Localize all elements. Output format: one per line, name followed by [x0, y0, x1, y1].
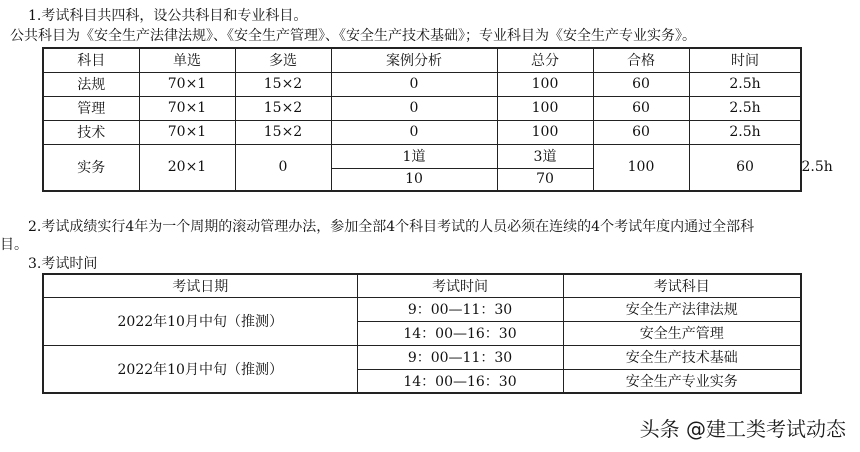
case-cell: 0 [331, 96, 497, 120]
total-cell: 100 [497, 72, 593, 96]
col-header-subject: 科目 [43, 48, 139, 72]
section1-detail: 公共科目为《安全生产法律法规》、《安全生产管理》、《安全生产技术基础》；专业科目为《安全生产专业实务》。 [10, 28, 696, 44]
col-header-pass: 合格 [593, 48, 689, 72]
case-a-score-cell: 10 [331, 168, 497, 191]
col-header-exam-subject: 考试科目 [563, 274, 801, 297]
total-cell: 100 [497, 96, 593, 120]
case-cell: 0 [331, 120, 497, 144]
subject-cell: 法规 [43, 72, 139, 96]
exam-subject-cell: 安全生产专业实务 [563, 369, 801, 393]
col-header-exam-time: 考试时间 [357, 274, 563, 297]
subjects-table [42, 47, 833, 192]
exam-time-cell: 14：00—16：30 [357, 369, 563, 393]
col-header-total: 总分 [497, 48, 593, 72]
section2-line1: 2.考试成绩实行4年为一个周期的滚动管理办法，参加全部4个科目考试的人员必须在连续的4个考试年度内通过全部科 [28, 219, 755, 235]
col-header-date: 考试日期 [43, 274, 357, 297]
subject-cell: 实务 [43, 144, 139, 191]
multi-cell: 0 [235, 144, 331, 191]
multi-cell: 15×2 [235, 96, 331, 120]
pass-cell: 60 [593, 120, 689, 144]
table-row: 实务 20×1 0 1道 3道 100 60 2.5h [43, 144, 801, 168]
date-cell: 2022年10月中旬（推测） [43, 297, 357, 345]
exam-time-cell: 9：00—11：30 [357, 297, 563, 321]
exam-subject-cell: 安全生产管理 [563, 321, 801, 345]
schedule-table [42, 273, 802, 394]
time-cell: 2.5h [689, 72, 801, 96]
section2-line2: 目。 [0, 237, 28, 253]
subject-cell: 技术 [43, 120, 139, 144]
single-cell: 20×1 [139, 144, 235, 191]
col-header-time: 时间 [689, 48, 801, 72]
multi-cell: 15×2 [235, 72, 331, 96]
total-cell: 100 [593, 144, 689, 191]
exam-subject-cell: 安全生产法律法规 [563, 297, 801, 321]
source-watermark: 头条 @建工类考试动态 [639, 417, 846, 441]
col-header-case: 案例分析 [331, 48, 497, 72]
time-cell: 2.5h [689, 120, 801, 144]
col-header-single: 单选 [139, 48, 235, 72]
total-cell: 100 [497, 120, 593, 144]
subject-cell: 管理 [43, 96, 139, 120]
pass-cell: 60 [689, 144, 801, 191]
exam-time-cell: 9：00—11：30 [357, 345, 563, 369]
case-b-label-cell: 3道 [497, 144, 593, 168]
col-header-multi: 多选 [235, 48, 331, 72]
exam-subject-cell: 安全生产技术基础 [563, 345, 801, 369]
table-row [43, 96, 801, 120]
pass-cell: 60 [593, 96, 689, 120]
case-a-label-cell: 1道 [331, 144, 497, 168]
table-row [43, 72, 801, 96]
single-cell: 70×1 [139, 96, 235, 120]
single-cell: 70×1 [139, 120, 235, 144]
section1-intro: 1.考试科目共四科，设公共科目和专业科目。 [28, 8, 308, 24]
case-b-score-cell: 70 [497, 168, 593, 191]
case-cell: 0 [331, 72, 497, 96]
pass-cell: 60 [593, 72, 689, 96]
table-row [43, 297, 801, 321]
time-cell: 2.5h [689, 96, 801, 120]
table-row [43, 120, 801, 144]
multi-cell: 15×2 [235, 120, 331, 144]
table-row [43, 345, 801, 369]
exam-time-cell: 14：00—16：30 [357, 321, 563, 345]
single-cell: 70×1 [139, 72, 235, 96]
date-cell: 2022年10月中旬（推测） [43, 345, 357, 393]
section3-title: 3.考试时间 [28, 256, 98, 272]
